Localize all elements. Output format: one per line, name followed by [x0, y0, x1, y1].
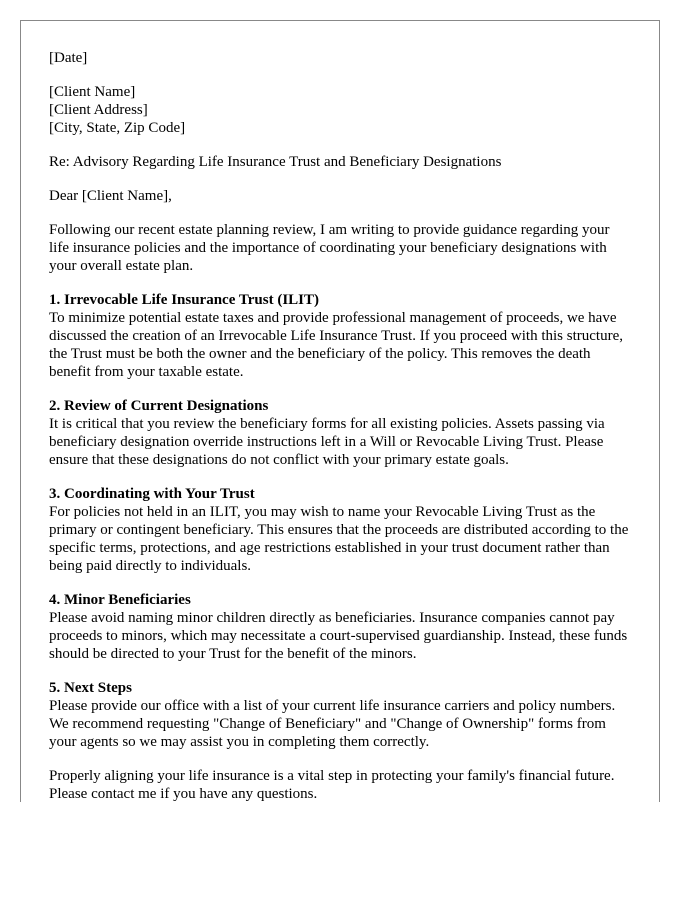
- section-body: For policies not held in an ILIT, you may wish to name your Revocable Living Trust as the primary or contingent beneficiary. This ensures that the proceeds are distributed according to the specific terms, protections, and age restrictions established in your trust document rather than being paid directly to individuals.: [49, 504, 629, 574]
- section-body: Please avoid naming minor children directly as beneficiaries. Insurance companies cannot pay proceeds to minors, which may necessitate a court-supervised guardianship. Instead, these funds should be directed to your Trust for the benefit of the minors.: [49, 610, 628, 662]
- closing-paragraph: Properly aligning your life insurance is a vital step in protecting your family's financial future. Please contact me if you have any questions.: [49, 768, 615, 802]
- section-body: To minimize potential estate taxes and provide professional management of proceeds, we have discussed the creation of an Irrevocable Life Insurance Trust. If you proceed with this structure, the Trust must be both the owner and the beneficiary of the policy. This removes the death benefit from your taxable estate.: [49, 310, 623, 380]
- section-ilit: [49, 291, 631, 381]
- subject-line: Re: Advisory Regarding Life Insurance Trust and Beneficiary Designations: [49, 154, 502, 170]
- section-body: It is critical that you review the beneficiary forms for all existing policies. Assets passing via beneficiary designation override instructions left in a Will or Revocable Living Trust. Please ensure that these designations do not conflict with your primary estate goals.: [49, 416, 605, 468]
- salutation: Dear [Client Name],: [49, 188, 172, 204]
- section-heading: 5. Next Steps: [49, 680, 132, 696]
- recipient-city-state-zip: [City, State, Zip Code]: [49, 120, 186, 136]
- section-heading: 4. Minor Beneficiaries: [49, 592, 191, 608]
- section-review-designations: [49, 397, 631, 469]
- section-next-steps: [49, 679, 631, 751]
- recipient-name: [Client Name]: [49, 84, 136, 100]
- section-body: Please provide our office with a list of your current life insurance carriers and policy numbers. We recommend requesting "Change of Beneficiary" and "Change of Ownership" forms from your agents so we may assist you in completing them correctly.: [49, 698, 616, 750]
- recipient-block: [49, 83, 631, 137]
- letter-page: [20, 20, 660, 802]
- intro-paragraph: Following our recent estate planning review, I am writing to provide guidance regarding your life insurance policies and the importance of coordinating your beneficiary designations with your overall estate plan.: [49, 222, 610, 274]
- section-minor-beneficiaries: [49, 591, 631, 663]
- letter-date: [Date]: [49, 50, 88, 66]
- section-heading: 2. Review of Current Designations: [49, 398, 269, 414]
- section-coordinating-trust: [49, 485, 631, 575]
- recipient-address: [Client Address]: [49, 102, 148, 118]
- section-heading: 3. Coordinating with Your Trust: [49, 486, 255, 502]
- section-heading: 1. Irrevocable Life Insurance Trust (ILIT): [49, 292, 319, 308]
